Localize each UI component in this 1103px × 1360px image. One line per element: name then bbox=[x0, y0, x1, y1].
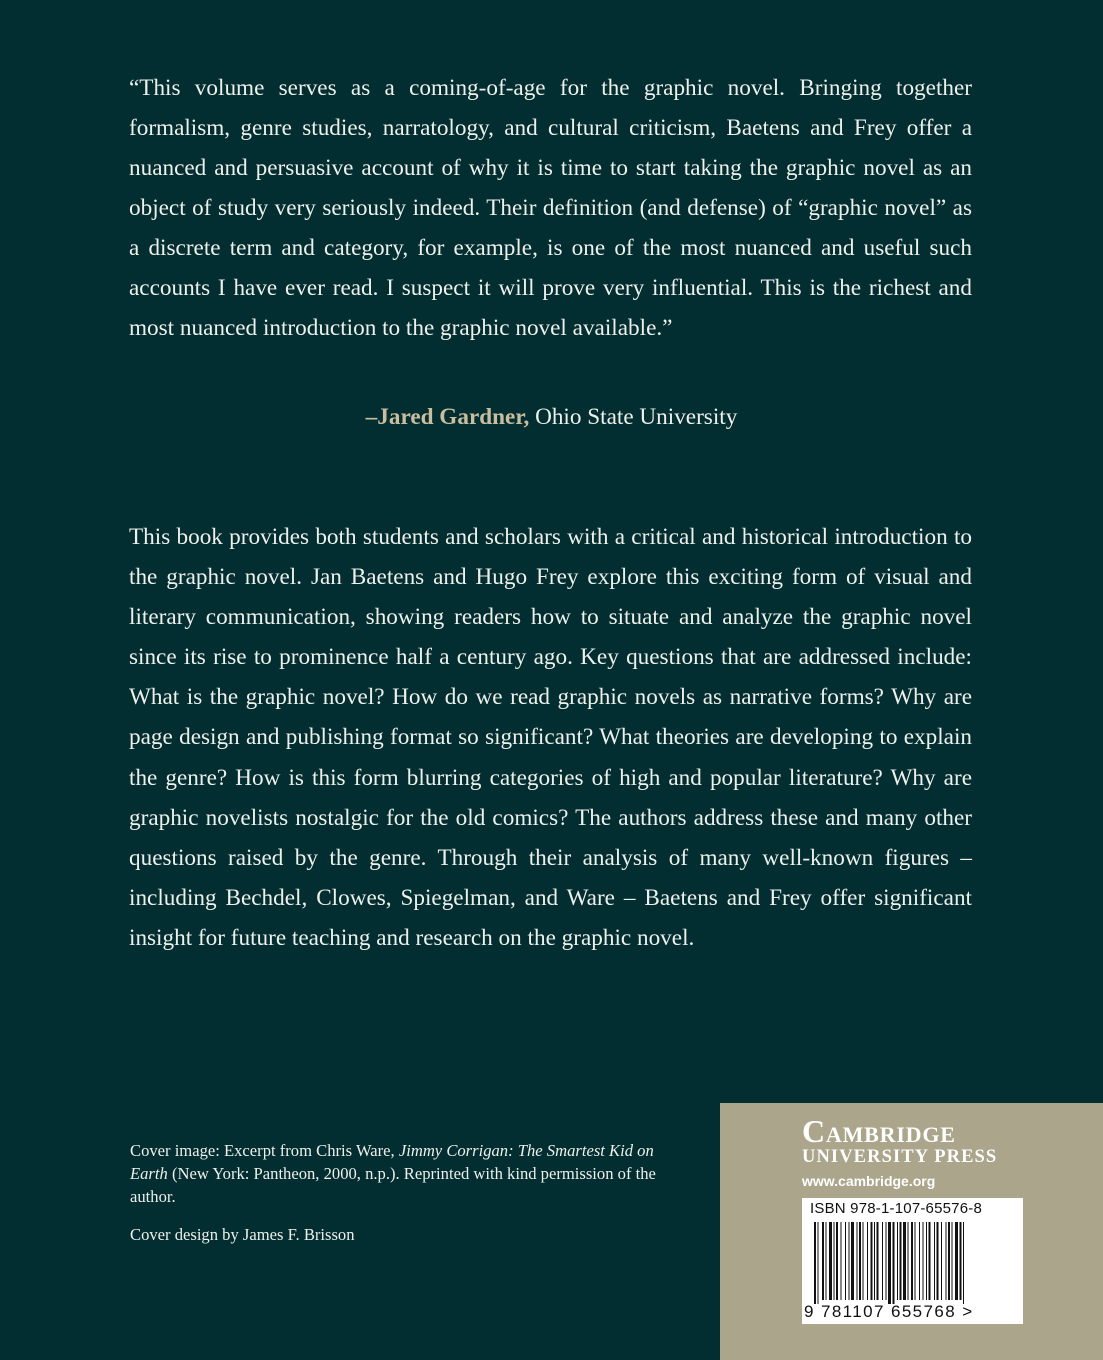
barcode-bar bbox=[897, 1222, 898, 1300]
barcode-bar bbox=[836, 1222, 838, 1300]
barcode-bar bbox=[937, 1222, 939, 1300]
barcode-bar bbox=[822, 1222, 824, 1300]
publisher-name: Cambridge bbox=[802, 1113, 956, 1149]
isbn-barcode bbox=[802, 1198, 1023, 1324]
barcode-bar bbox=[841, 1222, 842, 1300]
barcode-bar bbox=[903, 1222, 906, 1300]
publisher-imprint: UNIVERSITY PRESS bbox=[802, 1147, 998, 1167]
barcode-bar bbox=[948, 1222, 950, 1300]
barcode-bar bbox=[859, 1222, 861, 1300]
book-description: This book provides both students and scholars with a critical and historical introduction to the graphic novel. Jan Baetens and Hugo Frey explore this exciting form of visual and literary communication, showing readers how to situate and analyze the graphic novel since its rise to prominence half a century ago. Key questions that are addressed include: What is the graphic novel? How do we read graphic novels as narrative forms? Why are page design and publishing format so significant? What theories are developing to explain the genre? How is this form blurring categories of high and popular literature? Why are graphic novelists nostalgic for the old comics? The authors address these and many other questions raised by the genre. Through their analysis of many well-known figures – including Bechdel, Clowes, Spiegelman, and Ware – Baetens and Frey offer significant insight for future teaching and research on the graphic novel. bbox=[129, 524, 972, 951]
barcode-bar bbox=[826, 1222, 827, 1300]
barcode-digits: 9 781107 655768 > bbox=[804, 1302, 974, 1321]
cover-image-credit-suffix: (New York: Pantheon, 2000, n.p.). Reprinted with kind permission of the author. bbox=[130, 1164, 656, 1206]
barcode-bar bbox=[834, 1222, 835, 1300]
barcode-bar bbox=[952, 1222, 953, 1300]
endorsement-quote: “This volume serves as a coming-of-age for the graphic novel. Bringing together formalism, genre studies, narratology, and cultural criticism, Baetens and Frey offer a nuanced and persuasive account of why it is time to start taking the graphic novel as an object of study very seriously indeed. Their definition (and defense) of “graphic novel” as a discrete term and category, for example, is one of the most nuanced and useful such accounts I have ever read. I suspect it will prove very influential. This is the richest and most nuanced introduction to the graphic novel available.” bbox=[129, 75, 972, 341]
publisher-url: www.cambridge.org bbox=[802, 1173, 936, 1189]
credits bbox=[130, 1139, 690, 1246]
publisher-logo bbox=[802, 1113, 997, 1167]
barcode-bar bbox=[955, 1222, 958, 1300]
barcode-bar bbox=[888, 1222, 891, 1304]
barcode-bar bbox=[874, 1222, 875, 1300]
barcode-bar bbox=[851, 1222, 854, 1300]
endorsement-attribution bbox=[0, 397, 1103, 437]
barcode-bar bbox=[908, 1222, 909, 1300]
isbn-label: ISBN 978-1-107-65576-8 bbox=[810, 1200, 983, 1217]
barcode-bar bbox=[911, 1222, 913, 1300]
barcode-bar bbox=[814, 1222, 816, 1304]
endorser-affiliation: Ohio State University bbox=[529, 404, 738, 430]
barcode-bar bbox=[926, 1222, 927, 1300]
barcode-bar bbox=[845, 1222, 846, 1300]
cover-image-credit-prefix: Cover image: Excerpt from Chris Ware, bbox=[130, 1141, 399, 1160]
barcode-bar bbox=[863, 1222, 864, 1300]
barcode-bar bbox=[934, 1222, 935, 1300]
barcode-bar bbox=[829, 1222, 832, 1300]
publisher-panel bbox=[720, 1103, 1103, 1360]
barcode-bar bbox=[857, 1222, 858, 1300]
barcode-bar bbox=[893, 1222, 895, 1304]
barcode-bar bbox=[886, 1222, 887, 1300]
barcode-bar bbox=[946, 1222, 947, 1300]
cover-image-work-title: Jimmy Corrigan: The Smartest Kid on Earth bbox=[130, 1141, 654, 1183]
barcode-bar bbox=[871, 1222, 873, 1300]
cover-design-credit: Cover design by James F. Brisson bbox=[130, 1225, 355, 1244]
barcode-bar bbox=[849, 1222, 850, 1300]
barcode-bar bbox=[919, 1222, 920, 1300]
cover-image-credit bbox=[130, 1139, 690, 1208]
barcode-bar bbox=[941, 1222, 942, 1300]
barcode-bar bbox=[929, 1222, 931, 1300]
barcode-bar bbox=[818, 1222, 819, 1304]
barcode-bar bbox=[915, 1222, 916, 1300]
barcode-bar bbox=[867, 1222, 868, 1300]
barcode-bar bbox=[963, 1222, 964, 1304]
barcode-bar bbox=[923, 1222, 924, 1300]
barcode-bar bbox=[900, 1222, 902, 1300]
barcode-bar bbox=[960, 1222, 962, 1300]
barcode-bar bbox=[882, 1222, 883, 1300]
endorser-name: –Jared Gardner, bbox=[365, 404, 530, 430]
barcode-bar bbox=[877, 1222, 879, 1300]
